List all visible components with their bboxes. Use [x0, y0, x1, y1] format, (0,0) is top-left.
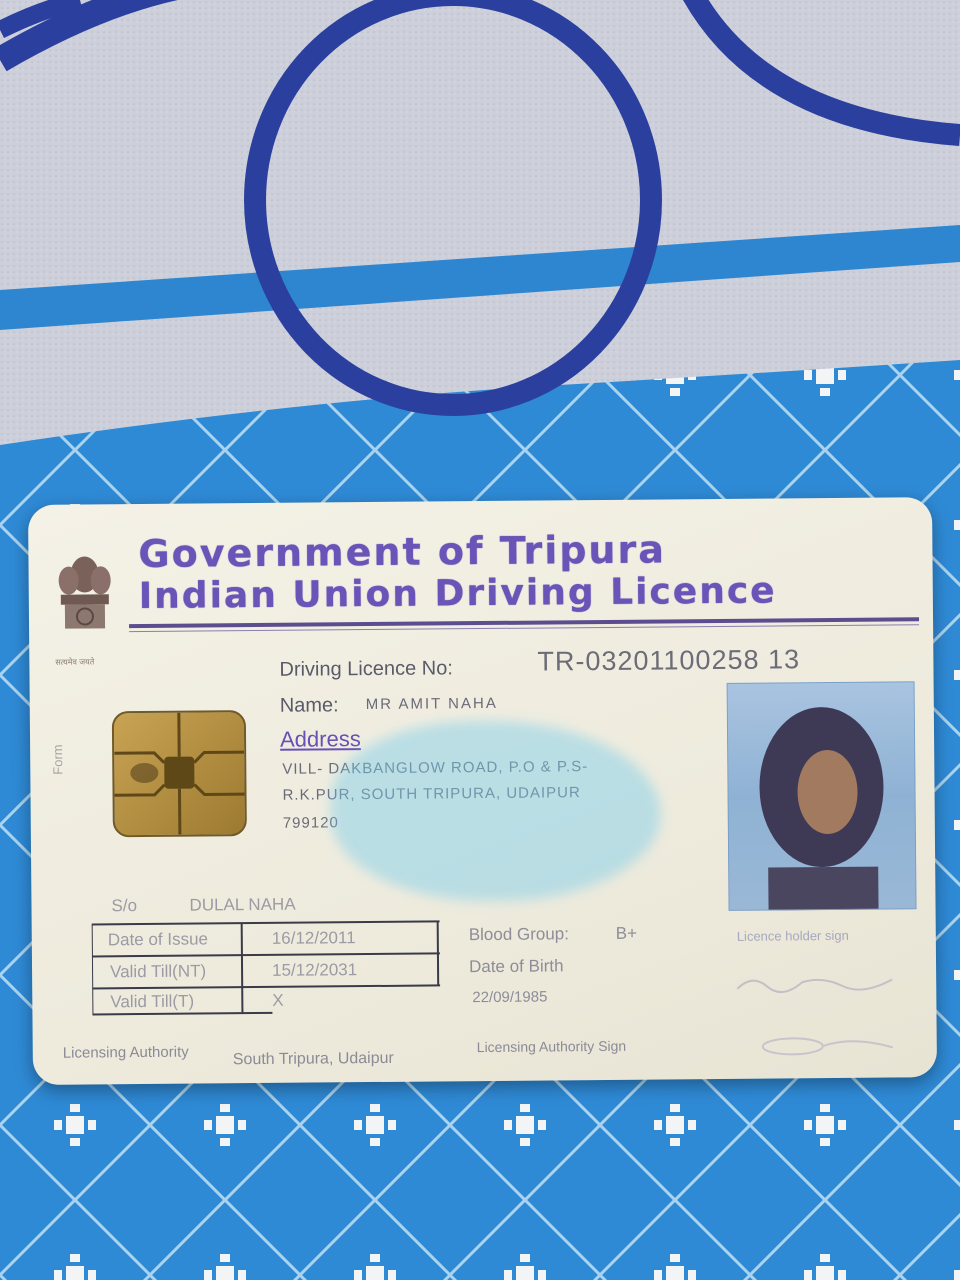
licence-holder-photo — [727, 681, 917, 911]
name-value: MR AMIT NAHA — [365, 694, 498, 714]
address-line-2: R.K.PUR, SOUTH TRIPURA, UDAIPUR — [282, 784, 581, 804]
licence-no-value: TR-03201100258 13 — [537, 644, 801, 677]
authority-value: South Tripura, Udaipur — [232, 1049, 394, 1069]
address-line-3: 799120 — [282, 814, 339, 832]
name-label: Name: — [279, 694, 339, 717]
relation-label: S/o — [111, 896, 138, 916]
card-header-licence: Indian Union Driving Licence — [138, 570, 777, 618]
blood-group-value: B+ — [615, 923, 638, 943]
holder-signature-icon — [732, 967, 912, 999]
emblem-caption: सत्यमेव जयते — [55, 657, 95, 667]
blood-group-label: Blood Group: — [468, 924, 570, 945]
dob-value: 22/09/1985 — [472, 988, 548, 1007]
licence-no-label: Driving Licence No: — [279, 657, 453, 681]
relation-value: DULAL NAHA — [189, 894, 296, 915]
address-label: Address — [279, 726, 361, 752]
header-divider — [129, 617, 919, 628]
national-emblem-icon — [48, 546, 121, 667]
valid-nt-value: 15/12/2031 — [271, 960, 358, 980]
holder-sign-label: Licence holder sign — [736, 927, 849, 944]
side-form-label: Form — [50, 744, 66, 775]
authority-sign-label: Licensing Authority Sign — [476, 1037, 627, 1056]
validity-table — [91, 894, 440, 1016]
driving-licence-card — [28, 497, 937, 1085]
authority-signature-icon — [753, 1025, 913, 1062]
smart-chip-icon — [112, 710, 247, 837]
valid-t-label: Valid Till(T) — [110, 991, 195, 1012]
issue-date-value: 16/12/2011 — [271, 928, 356, 948]
issue-date-label: Date of Issue — [107, 929, 209, 950]
dob-label: Date of Birth — [468, 956, 564, 977]
authority-label: Licensing Authority — [62, 1043, 189, 1062]
card-header-government: Government of Tripura — [138, 527, 667, 577]
valid-nt-label: Valid Till(NT) — [109, 961, 207, 982]
valid-t-value: X — [272, 990, 284, 1010]
stain-mark — [330, 719, 662, 902]
address-line-1: VILL- DAKBANGLOW ROAD, P.O & P.S- — [282, 758, 589, 778]
